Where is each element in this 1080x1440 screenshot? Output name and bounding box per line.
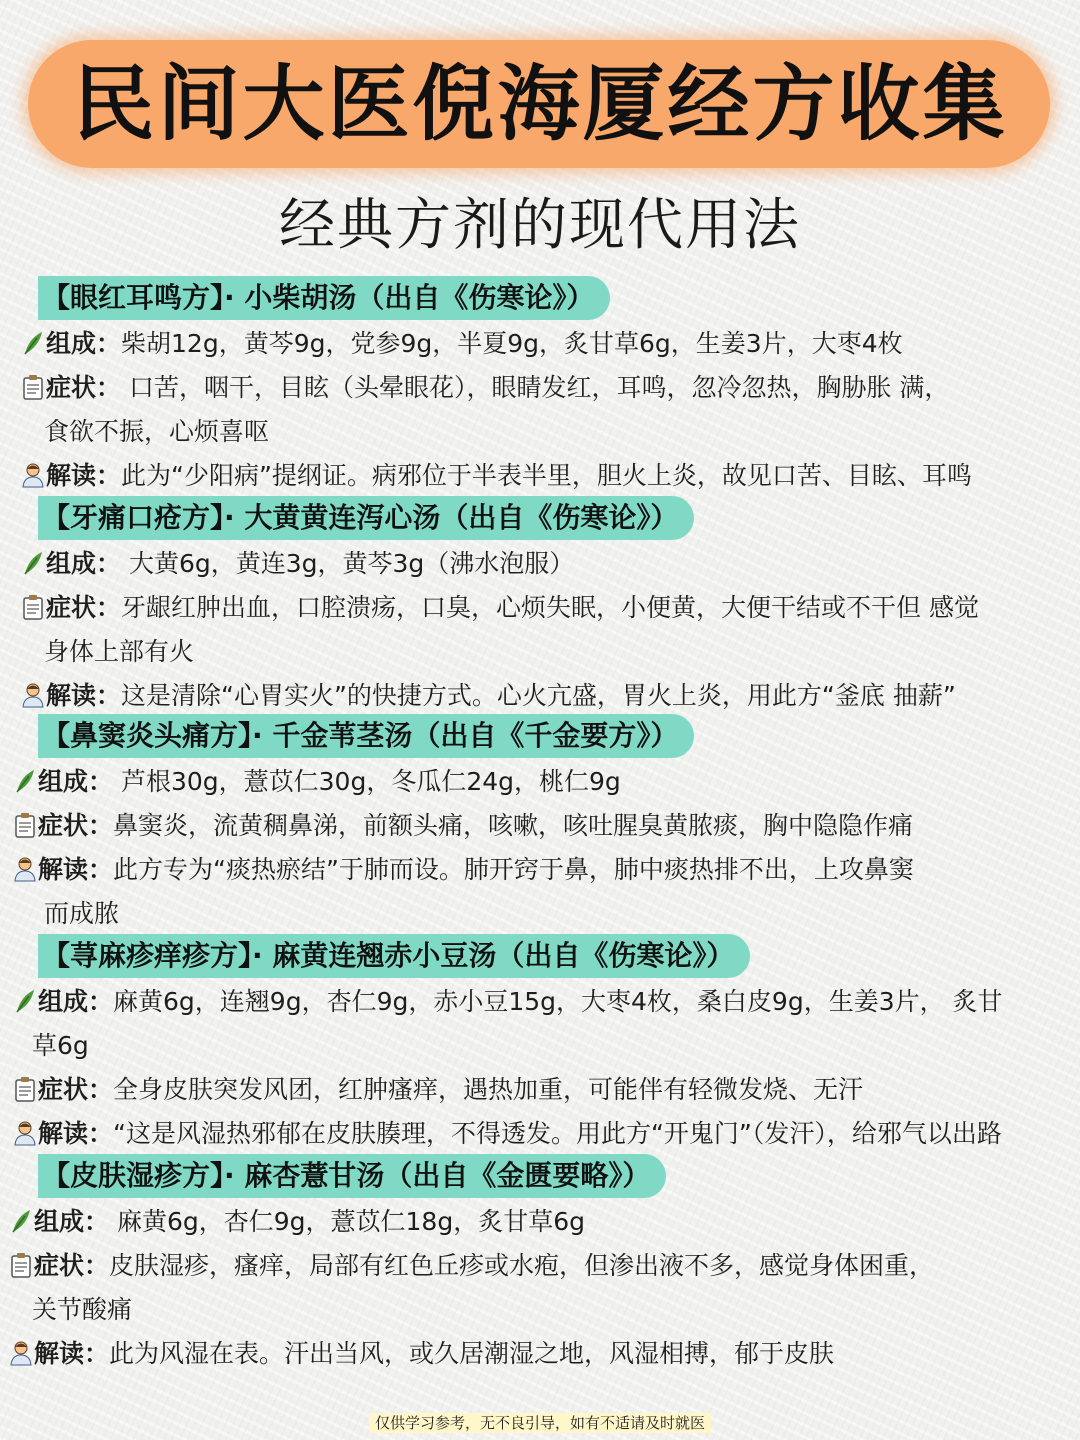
interpretation-label: 解读： xyxy=(34,1339,110,1368)
composition-label: 组成： xyxy=(46,549,122,578)
composition-label: 组成： xyxy=(38,767,114,796)
composition-text: 芦根30g，薏苡仁30g，冬瓜仁24g，桃仁9g xyxy=(113,767,621,796)
interpretation-label: 解读： xyxy=(46,681,122,710)
interpretation-label: 解读： xyxy=(38,855,114,884)
interpretation-label: 解读： xyxy=(46,461,122,490)
herb-leaf-icon xyxy=(22,550,44,576)
section-5-title: 【皮肤湿疹方】· 麻杏薏甘汤（出自《金匮要略》） xyxy=(38,1154,666,1198)
section-2-title: 【牙痛口疮方】· 大黄黄连泻心汤（出自《伤寒论》） xyxy=(38,496,694,540)
section-1-symptoms xyxy=(22,366,949,410)
disclaimer-footer xyxy=(0,1412,1080,1434)
composition-label: 组成： xyxy=(46,329,122,358)
composition-label: 组成： xyxy=(34,1207,110,1236)
doctor-icon xyxy=(10,1340,32,1366)
section-1-symptoms-cont: 食欲不振，心烦喜呕 xyxy=(44,417,270,446)
section-3-title: 【鼻窦炎头痛方】· 千金苇茎汤（出自《千金要方》） xyxy=(38,714,694,758)
section-5-composition xyxy=(10,1200,585,1244)
section-1-title: 【眼红耳鸣方】· 小柴胡汤（出自《伤寒论》） xyxy=(38,276,610,320)
interpretation-text: 这是清除“心胃实火”的快捷方式。心火亢盛，胃火上炎，用此方“釜底 抽薪” xyxy=(121,681,956,710)
interpretation-text: 此为风湿在表。汗出当风，或久居潮湿之地，风湿相搏，郁于皮肤 xyxy=(109,1339,835,1368)
section-3-symptoms xyxy=(14,804,913,848)
symptoms-label: 症状： xyxy=(46,593,122,622)
section-4-symptoms xyxy=(14,1068,863,1112)
page-title: 民间大医倪海厦经方收集 xyxy=(72,57,1008,152)
disclaimer-text: 仅供学习参考，无不良引导，如有不适请及时就医 xyxy=(369,1413,711,1433)
composition-text: 麻黄6g，杏仁9g，薏苡仁18g，炙甘草6g xyxy=(109,1207,585,1236)
section-5-symptoms xyxy=(10,1244,934,1288)
section-5-interpretation xyxy=(10,1332,834,1376)
herb-leaf-icon xyxy=(14,768,36,794)
symptoms-text: 全身皮肤突发风团，红肿瘙痒，遇热加重，可能伴有轻微发烧、无汗 xyxy=(113,1075,864,1104)
clipboard-icon xyxy=(22,374,44,400)
composition-text: 大黄6g，黄连3g，黄芩3g（沸水泡服） xyxy=(121,549,575,578)
symptoms-text: 皮肤湿疹，瘙痒，局部有红色丘疹或水疱，但渗出液不多，感觉身体困重， xyxy=(109,1251,935,1280)
composition-text: 柴胡12g，黄芩9g，党参9g，半夏9g，炙甘草6g，生姜3片，大枣4枚 xyxy=(121,329,903,358)
doctor-icon xyxy=(22,462,44,488)
doctor-icon xyxy=(22,682,44,708)
section-4-title: 【荨麻疹痒疹方】· 麻黄连翘赤小豆汤（出自《伤寒论》） xyxy=(38,934,750,978)
doctor-icon xyxy=(14,856,36,882)
section-2-composition xyxy=(22,542,574,586)
section-2-symptoms-cont: 身体上部有火 xyxy=(44,637,195,666)
clipboard-icon xyxy=(14,812,36,838)
interpretation-label: 解读： xyxy=(38,1119,114,1148)
section-1-interpretation xyxy=(22,454,972,498)
symptoms-label: 症状： xyxy=(46,373,122,402)
clipboard-icon xyxy=(14,1076,36,1102)
section-3-interpretation xyxy=(14,848,914,892)
composition-text: 麻黄6g，连翘9g，杏仁9g，赤小豆15g，大枣4枚，桑白皮9g，生姜3片， 炙甘 xyxy=(113,987,1003,1016)
symptoms-text: 口苦，咽干，目眩（头晕眼花），眼睛发红，耳鸣，忽冷忽热，胸胁胀 满， xyxy=(121,373,950,402)
herb-leaf-icon xyxy=(10,1208,32,1234)
section-4-composition-cont: 草6g xyxy=(32,1031,89,1060)
interpretation-text: “这是风湿热邪郁在皮肤腠理，不得透发。用此方“开鬼门”（发汗），给邪气以出路 xyxy=(113,1119,1002,1148)
interpretation-text: 此方专为“痰热瘀结”于肺而设。肺开窍于鼻，肺中痰热排不出，上攻鼻窦 xyxy=(113,855,914,884)
clipboard-icon xyxy=(10,1252,32,1278)
composition-label: 组成： xyxy=(38,987,114,1016)
symptoms-text: 牙龈红肿出血，口腔溃疡，口臭，心烦失眠，小便黄，大便干结或不干但 感觉 xyxy=(121,593,979,622)
symptoms-label: 症状： xyxy=(38,811,114,840)
clipboard-icon xyxy=(22,594,44,620)
section-1-composition xyxy=(22,322,903,366)
herb-leaf-icon xyxy=(14,988,36,1014)
section-5-symptoms-cont: 关节酸痛 xyxy=(32,1295,133,1324)
section-2-interpretation xyxy=(22,674,956,718)
section-2-symptoms xyxy=(22,586,979,630)
doctor-icon xyxy=(14,1120,36,1146)
section-4-interpretation xyxy=(14,1112,1002,1156)
interpretation-text: 此为“少阳病”提纲证。病邪位于半表半里，胆火上炎，故见口苦、目眩、耳鸣 xyxy=(121,461,972,490)
page-subtitle: 经典方剂的现代用法 xyxy=(279,193,801,258)
section-4-composition xyxy=(14,980,1003,1024)
section-3-composition xyxy=(14,760,621,804)
symptoms-label: 症状： xyxy=(38,1075,114,1104)
symptoms-label: 症状： xyxy=(34,1251,110,1280)
symptoms-text: 鼻窦炎，流黄稠鼻涕，前额头痛，咳嗽，咳吐腥臭黄脓痰，胸中隐隐作痛 xyxy=(113,811,914,840)
section-3-interpretation-cont: 而成脓 xyxy=(44,899,120,928)
herb-leaf-icon xyxy=(22,330,44,356)
